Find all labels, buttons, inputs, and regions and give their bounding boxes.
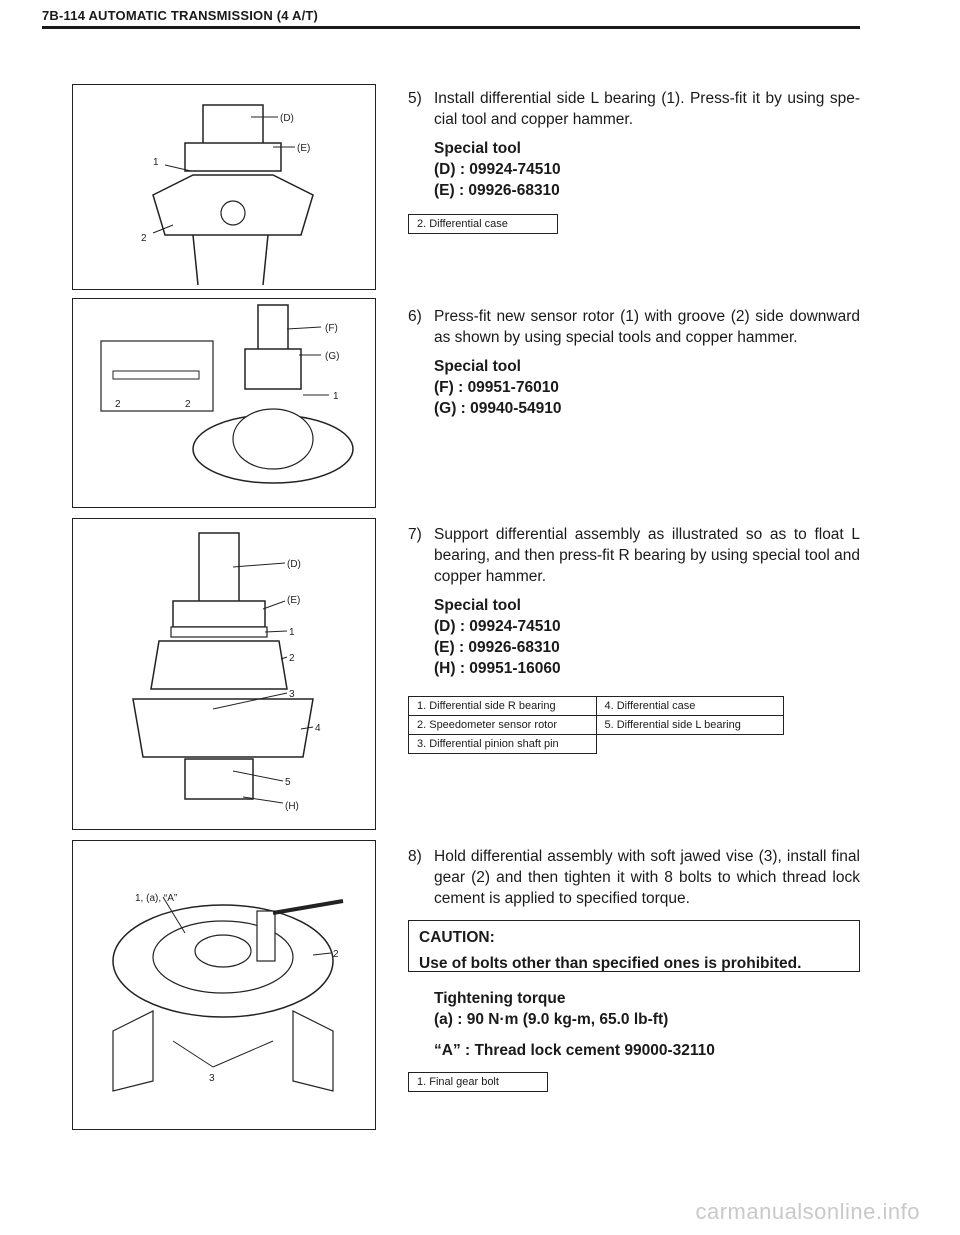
step-number: 7) <box>408 526 422 543</box>
figure-label: 1 <box>289 627 295 638</box>
torque-spec <box>434 988 715 1061</box>
step-number: 5) <box>408 90 422 107</box>
special-tool-title: Special tool <box>434 597 521 614</box>
figure-label: 2 <box>185 399 191 410</box>
sensor-rotor-illustration <box>73 299 375 507</box>
figure-label: 5 <box>285 777 291 788</box>
step-text: Install differential side L bearing (1). Press-fit it by using spe-cial tool and copper hammer. <box>434 90 860 128</box>
special-tool-item: (G) : 09940-54910 <box>434 400 562 417</box>
special-tool-item: (D) : 09924-74510 <box>434 618 561 635</box>
special-tool-title: Special tool <box>434 140 521 157</box>
thread-lock-cement: “A” : Thread lock cement 99000-32110 <box>434 1042 715 1059</box>
caution-title: CAUTION: <box>419 929 495 946</box>
figure-label: 3 <box>209 1073 215 1084</box>
special-tool-item: (E) : 09926-68310 <box>434 639 560 656</box>
step-text: Press-fit new sensor rotor (1) with groove (2) side downward as shown by using special tools and copper hammer. <box>434 308 860 346</box>
figure-label: (E) <box>287 595 301 606</box>
caution-body: Use of bolts other than specified ones is prohibited. <box>419 955 802 972</box>
page-header: 7B-114 AUTOMATIC TRANSMISSION (4 A/T) <box>42 8 319 23</box>
legend-table-step-5 <box>408 214 558 234</box>
final-gear-illustration <box>73 841 375 1129</box>
figure-label: (H) <box>285 801 299 812</box>
figure-label: 1 <box>153 157 159 168</box>
legend-cell: 4. Differential case <box>596 697 784 716</box>
legend-cell: 2. Speedometer sensor rotor <box>409 716 597 735</box>
figure-label: (D) <box>280 113 294 124</box>
step-text: Hold differential assembly with soft jawed vise (3), install final gear (2) and then tighten it with 8 bolts to which thread lock cement is applied to specified torque. <box>434 848 860 907</box>
figure-step-7 <box>72 518 376 830</box>
special-tool-item: (E) : 09926-68310 <box>434 182 560 199</box>
caution-box <box>408 920 860 972</box>
figure-label: 3 <box>289 689 295 700</box>
figure-label: 2 <box>141 233 147 244</box>
torque-value: (a) : 90 N·m (9.0 kg-m, 65.0 lb-ft) <box>434 1011 669 1028</box>
special-tool-item: (D) : 09924-74510 <box>434 161 561 178</box>
legend-cell-empty <box>596 735 784 754</box>
step-5 <box>408 88 860 201</box>
special-tool-item: (H) : 09951-16060 <box>434 660 561 677</box>
differential-press-illustration <box>73 519 375 829</box>
figure-label: (D) <box>287 559 301 570</box>
step-8 <box>408 846 860 909</box>
figure-step-8 <box>72 840 376 1130</box>
figure-label: 2 <box>333 949 339 960</box>
torque-title: Tightening torque <box>434 990 566 1007</box>
watermark: carmanualsonline.info <box>695 1199 920 1224</box>
figure-label: 2 <box>289 653 295 664</box>
legend-cell: 1. Final gear bolt <box>409 1073 548 1092</box>
figure-label: 2 <box>115 399 121 410</box>
legend-cell: 2. Differential case <box>409 215 558 234</box>
step-text: Support differential assembly as illustrated so as to float L bearing, and then press-fit R bearing by using special tool and copper hammer. <box>434 526 860 585</box>
figure-label: 1 <box>333 391 339 402</box>
figure-label: 4 <box>315 723 321 734</box>
step-number: 8) <box>408 848 422 865</box>
bearing-install-illustration <box>73 85 375 289</box>
figure-step-6 <box>72 298 376 508</box>
legend-cell: 1. Differential side R bearing <box>409 697 597 716</box>
step-number: 6) <box>408 308 422 325</box>
special-tool-item: (F) : 09951-76010 <box>434 379 559 396</box>
figure-step-5 <box>72 84 376 290</box>
step-7 <box>408 524 860 679</box>
legend-cell: 5. Differential side L bearing <box>596 716 784 735</box>
figure-label: (F) <box>325 323 338 334</box>
figure-label: 1, (a), “A” <box>135 893 178 904</box>
special-tool-title: Special tool <box>434 358 521 375</box>
step-6 <box>408 306 860 419</box>
legend-table-step-8 <box>408 1072 548 1092</box>
header-rule <box>42 26 860 29</box>
legend-table-step-7 <box>408 696 784 754</box>
figure-label: (G) <box>325 351 340 362</box>
figure-label: (E) <box>297 143 311 154</box>
legend-cell: 3. Differential pinion shaft pin <box>409 735 597 754</box>
